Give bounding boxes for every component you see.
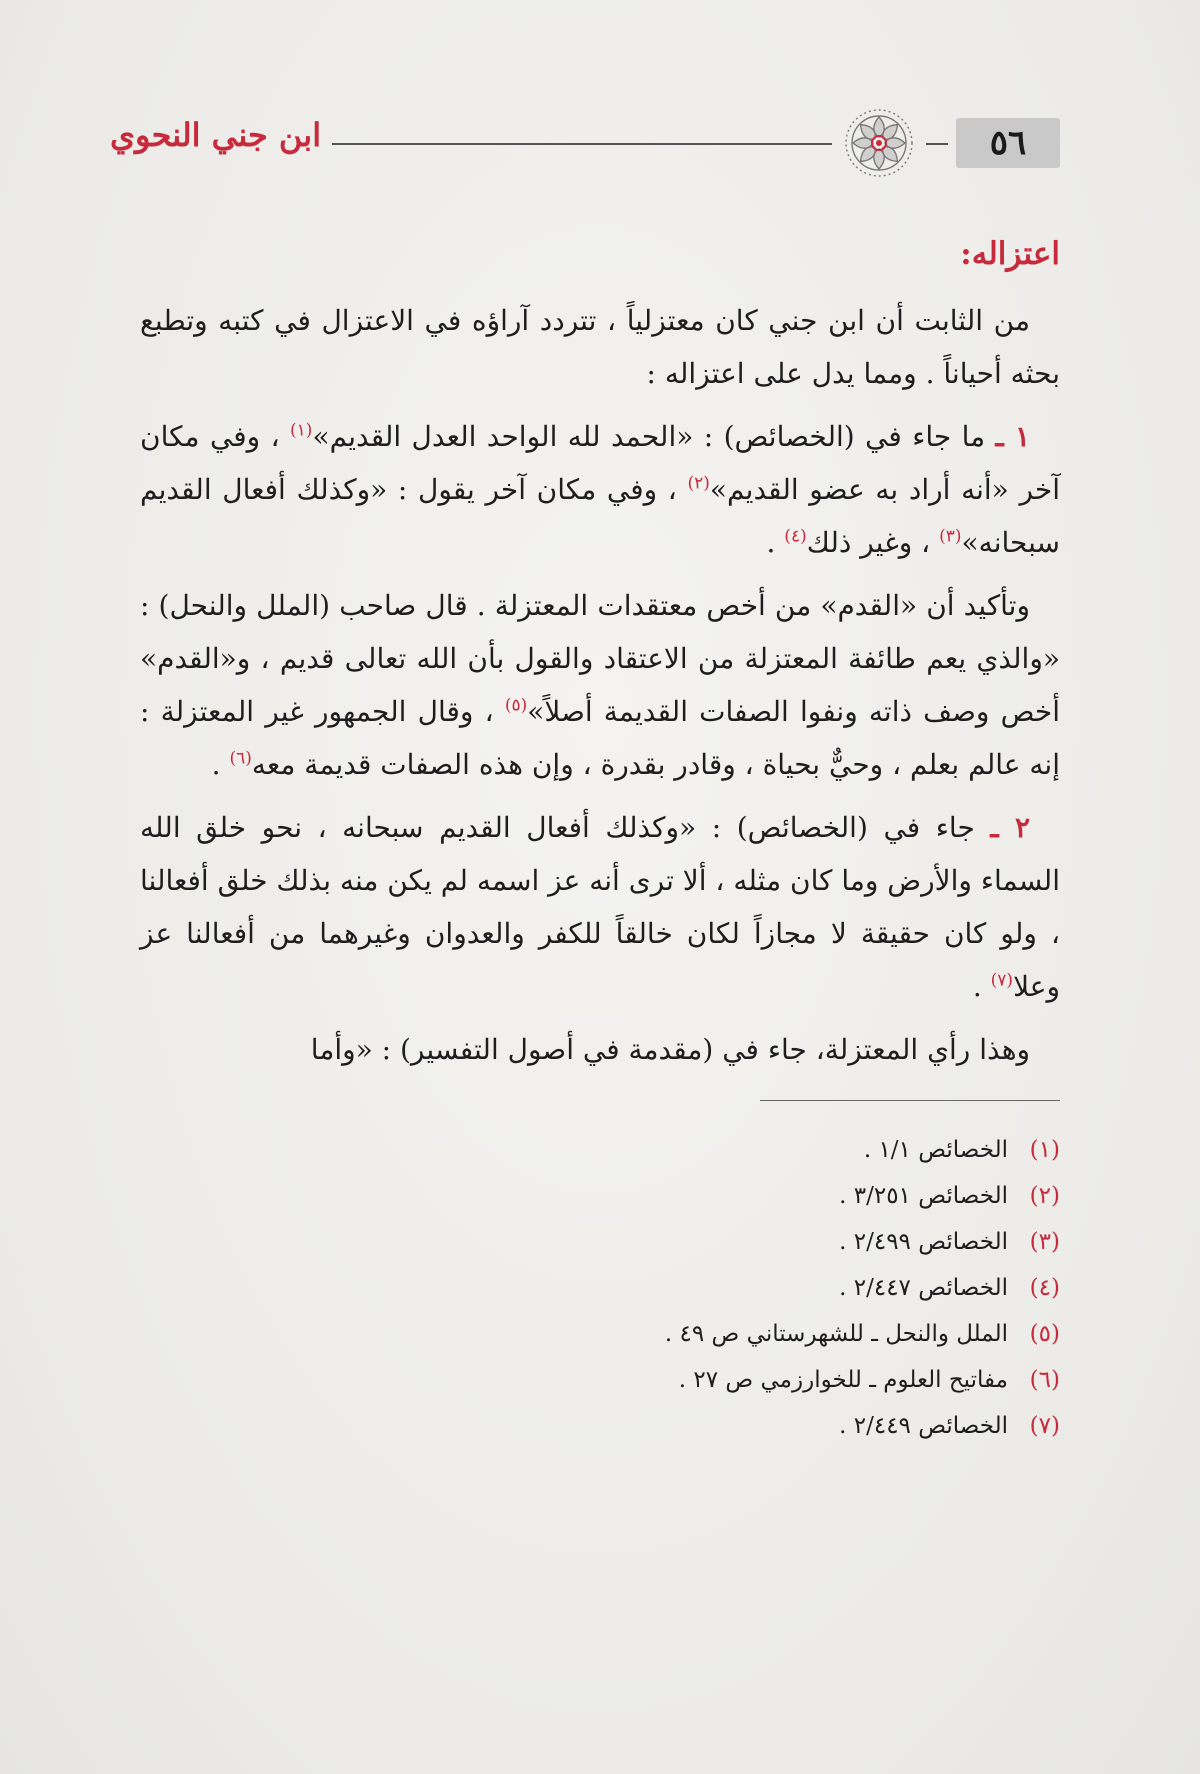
- paragraph-text: ما جاء في (الخصائص) : «الحمد لله الواحد العدل القديم»: [312, 420, 996, 453]
- paragraph-closing: وهذا رأي المعتزلة، جاء في (مقدمة في أصول التفسير) : «وأما: [310, 1033, 1030, 1066]
- footnote-ref-7[interactable]: (٧): [990, 970, 1014, 991]
- paragraph-qidam: [140, 579, 1060, 791]
- section-title: اعتزاله:: [960, 236, 1060, 272]
- footnote-number: (٤): [1029, 1275, 1060, 1301]
- point-number: ٢ ـ: [990, 811, 1030, 844]
- footnote-text: الملل والنحل ـ للشهرستاني ص ٤٩ .: [664, 1321, 1008, 1347]
- paragraph-text: .: [972, 970, 991, 1003]
- footnote-number: (٣): [1029, 1229, 1060, 1255]
- footnote-item: [140, 1265, 1060, 1311]
- paragraph-point-1: [140, 410, 1060, 569]
- footnote-ref-3[interactable]: (٣): [939, 526, 962, 547]
- footnote-text: الخصائص ٢/٤٤٩ .: [839, 1413, 1008, 1439]
- paragraph-text: ، وفي مكان آخر يقول : «وكذلك أفعال القديم سبحانه»: [140, 473, 1060, 559]
- footnote-ref-1[interactable]: (١): [290, 420, 313, 441]
- header-dash: [926, 143, 948, 145]
- footnote-ref-6[interactable]: (٦): [229, 748, 252, 769]
- footnote-item: [140, 1403, 1060, 1449]
- paragraph-intro: من الثابت أن ابن جني كان معتزلياً ، تتردد آراؤه في الاعتزال في كتبه وتطبع بحثه أحياناً . ومما يدل على اعتزاله :: [140, 304, 1060, 390]
- footnote-text: الخصائص ٢/٤٤٧ .: [839, 1275, 1008, 1301]
- footnote-number: (١): [1029, 1137, 1060, 1163]
- footnote-item: [140, 1311, 1060, 1357]
- footnote-ref-5[interactable]: (٥): [504, 695, 528, 716]
- footnote-number: (٢): [1029, 1183, 1060, 1209]
- paragraph-text: ، وغير ذلك: [806, 526, 940, 559]
- paragraph-text: .: [766, 526, 785, 559]
- footnote-number: (٦): [1029, 1367, 1060, 1393]
- footnote-ref-4[interactable]: (٤): [784, 526, 807, 547]
- footnote-number: (٥): [1029, 1321, 1060, 1347]
- main-text: [140, 236, 1060, 1449]
- page-header: [110, 112, 1060, 182]
- paragraph-text: .: [211, 748, 230, 781]
- footnote-item: [140, 1357, 1060, 1403]
- footnote-item: [140, 1173, 1060, 1219]
- paragraph-text: وتأكيد أن «القدم» من أخص معتقدات المعتزلة . قال صاحب (الملل والنحل) : «والذي يعم طائفة المعتزلة من الاعتقاد والقول بأن الله تعالى قديم ، و«القدم» أخص وصف ذاته ونفوا الصفات القديمة أصلاً»: [140, 589, 1060, 728]
- footnote-divider: [760, 1100, 1060, 1101]
- point-number: ١ ـ: [995, 420, 1031, 453]
- footnote-item: [140, 1127, 1060, 1173]
- paragraph-text: جاء في (الخصائص) : «وكذلك أفعال القديم سبحانه ، نحو خلق الله السماء والأرض وما كان مثله ، ألا ترى أنه عز اسمه لم يكن منه بذلك خلق أفعالنا ، ولو كان حقيقة لا مجازاً لكان خالقاً للكفر والعدوان وغيرهما من أفعالنا عز وعلا: [139, 811, 1060, 1003]
- paragraph-point-2: [140, 801, 1060, 1013]
- footnote-ref-2[interactable]: (٢): [687, 473, 710, 494]
- footnote-item: [140, 1219, 1060, 1265]
- footnote-number: (٧): [1029, 1413, 1060, 1439]
- footnote-text: الخصائص ٢/٤٩٩ .: [839, 1229, 1008, 1255]
- page-number: ٥٦: [956, 118, 1060, 168]
- footnotes-list: [140, 1127, 1060, 1449]
- footnote-text: مفاتيح العلوم ـ للخوارزمي ص ٢٧ .: [678, 1367, 1008, 1393]
- running-title: ابن جني النحوي: [110, 116, 322, 154]
- rosette-ornament-icon: [842, 106, 916, 180]
- footnote-text: الخصائص ٣/٢٥١ .: [839, 1183, 1008, 1209]
- footnote-text: الخصائص ١/١ .: [863, 1137, 1008, 1163]
- paragraph-text: ، وفي مكان آخر «أنه أراد به عضو القديم»: [140, 420, 1060, 506]
- paragraph-text: ، وقال الجمهور غير المعتزلة : إنه عالم بعلم ، وحيٌّ بحياة ، وقادر بقدرة ، وإن هذه الصفات قديمة معه: [140, 695, 1060, 781]
- header-rule: [332, 143, 832, 145]
